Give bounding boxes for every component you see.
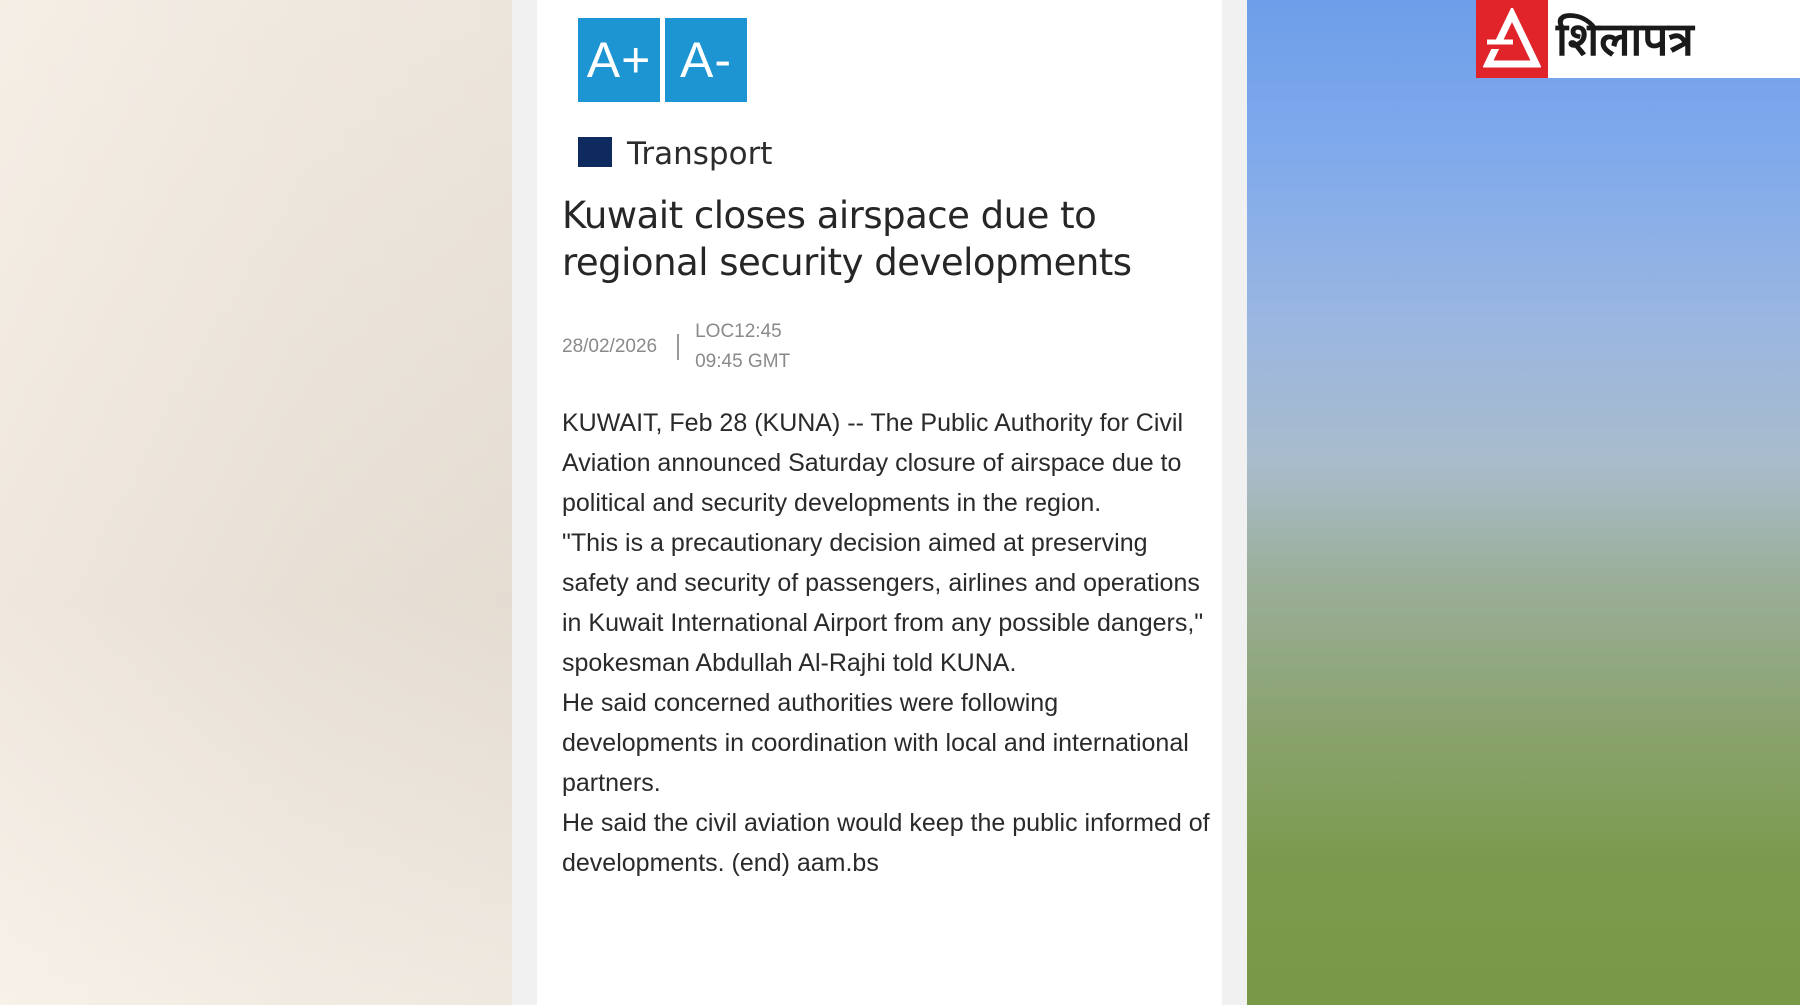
article-paragraph: He said the civil aviation would keep the public informed of developments. (end) aam.bs [562,809,1210,877]
gmt-time: 09:45 GMT [695,351,791,372]
local-time: LOC12:45 [695,321,782,342]
shilapatra-wordmark: शिलापत्र [1556,12,1694,66]
article-title: Kuwait closes airspace due to regional security developments [562,194,1132,284]
article-meta [562,317,790,377]
article-paragraph: KUWAIT, Feb 28 (KUNA) -- The Public Authority for Civil Aviation announced Saturday closure of airspace due to political and security developments in the region. [562,409,1184,517]
decrease-font-button[interactable]: A- [665,18,747,102]
category-tag[interactable] [578,136,772,172]
article-time [695,317,790,377]
shilapatra-watermark [1476,0,1800,78]
article-date: 28/02/2026 [562,336,658,357]
font-size-controls [578,18,747,102]
increase-font-button[interactable]: A+ [578,18,660,102]
category-label: Transport [627,136,773,172]
article-body [562,403,1212,883]
meta-divider [677,334,679,360]
category-square-icon [578,137,612,167]
shilapatra-logo-icon [1476,0,1548,78]
right-background [1247,0,1800,1005]
left-background [0,0,512,1005]
article-paragraph: "This is a precautionary decision aimed at preserving safety and security of passengers, airlines and operations in Kuwait International Airport from any possible dangers," spokesman Abdullah Al-Rajhi told KUNA. [562,529,1204,677]
article-paragraph: He said concerned authorities were following developments in coordination with local and international partners. [562,689,1189,797]
